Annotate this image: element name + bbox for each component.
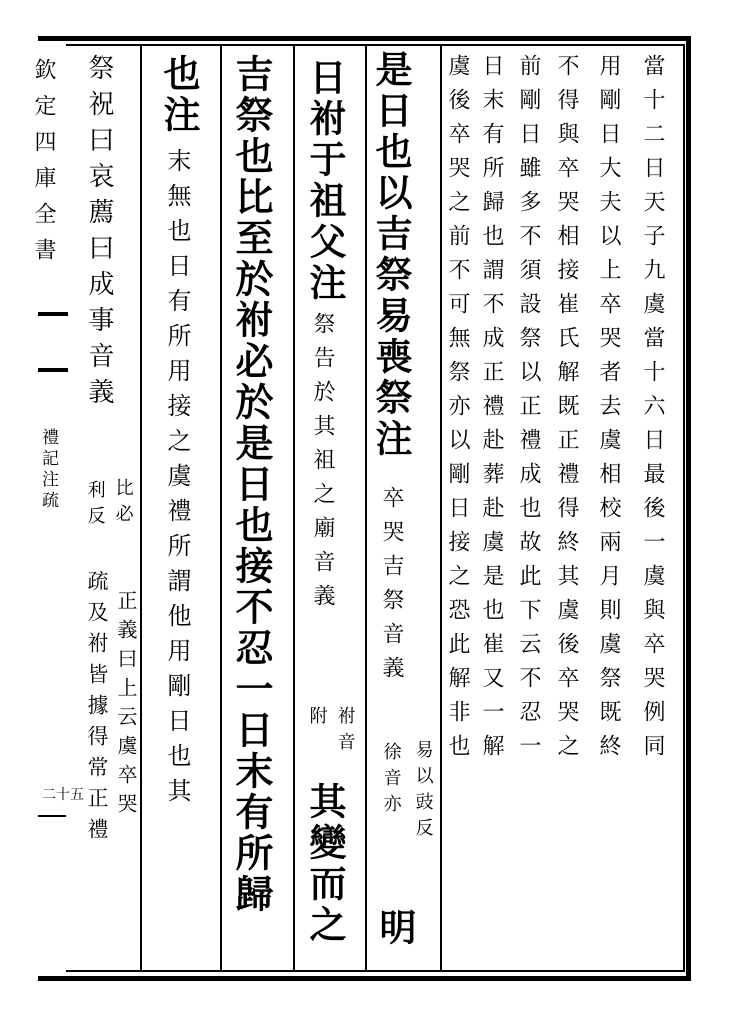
column-rule	[140, 44, 142, 972]
text-column-1: 當十二日天子九虞當十六日最後一虞與卒哭例同	[640, 54, 665, 768]
text-column-5: 日末有所歸也謂不成正禮赴葬赴虞是也崔又一解	[479, 54, 504, 768]
margin-collection-title: 欽定四庫全書	[31, 58, 56, 274]
text-column-9: 吉祭也比至於祔必於是日也接不忍一日末有所歸	[229, 54, 274, 915]
text-column-7-note: 卒哭吉祭音義	[379, 486, 404, 690]
text-column-11-tail: 疏及祔皆據得常正禮	[85, 570, 109, 849]
margin-page-number: 二十五	[42, 787, 84, 803]
margin-divider	[38, 815, 66, 817]
column-rule	[365, 44, 367, 972]
text-column-7-main: 是日也以吉祭易喪祭注	[369, 50, 413, 460]
fishtail-mark	[38, 312, 68, 372]
text-column-11-tail-right: 正義曰上云虞卒哭	[114, 590, 138, 822]
text-column-3: 不得與卒哭相接崔氏解既正禮得終其虞後卒哭之	[554, 54, 579, 768]
text-column-7-tail: 明	[373, 908, 417, 949]
text-column-10-head: 也注	[157, 54, 201, 136]
column-rule	[440, 44, 442, 972]
text-column-11-gloss-left: 利反	[84, 480, 106, 532]
column-rule	[220, 44, 222, 972]
text-column-7-gloss-right: 易以豉反	[412, 740, 434, 844]
text-column-8-gloss-left: 附	[306, 706, 328, 732]
text-column-8-main: 日祔于祖父注	[303, 58, 347, 304]
text-column-7-gloss-left: 徐音亦	[380, 742, 402, 820]
text-column-8-gloss-right: 祔音	[334, 706, 356, 758]
text-column-8-tail: 其變而之	[303, 782, 347, 946]
text-column-11-note: 祭祝曰哀薦曰成事音義	[84, 54, 114, 414]
text-column-6: 虞後卒哭之前不可無祭亦以剛日接之恐此解非也	[445, 54, 470, 768]
text-column-8-note: 祭告於其祖之廟音義	[310, 312, 335, 618]
text-column-2: 用剛日大夫以上卒哭者去虞相校兩月則虞祭既終	[596, 54, 621, 768]
text-column-11-gloss-right: 比必	[112, 478, 134, 530]
column-rule	[293, 44, 295, 972]
text-column-10-note: 末無也日有所用接之虞禮所謂他用剛日也其	[163, 148, 191, 813]
margin-book-title: 禮記注疏	[38, 428, 58, 512]
text-column-4: 前剛日雖多不須設祭以正禮成也故此下云不忍一	[516, 54, 541, 768]
